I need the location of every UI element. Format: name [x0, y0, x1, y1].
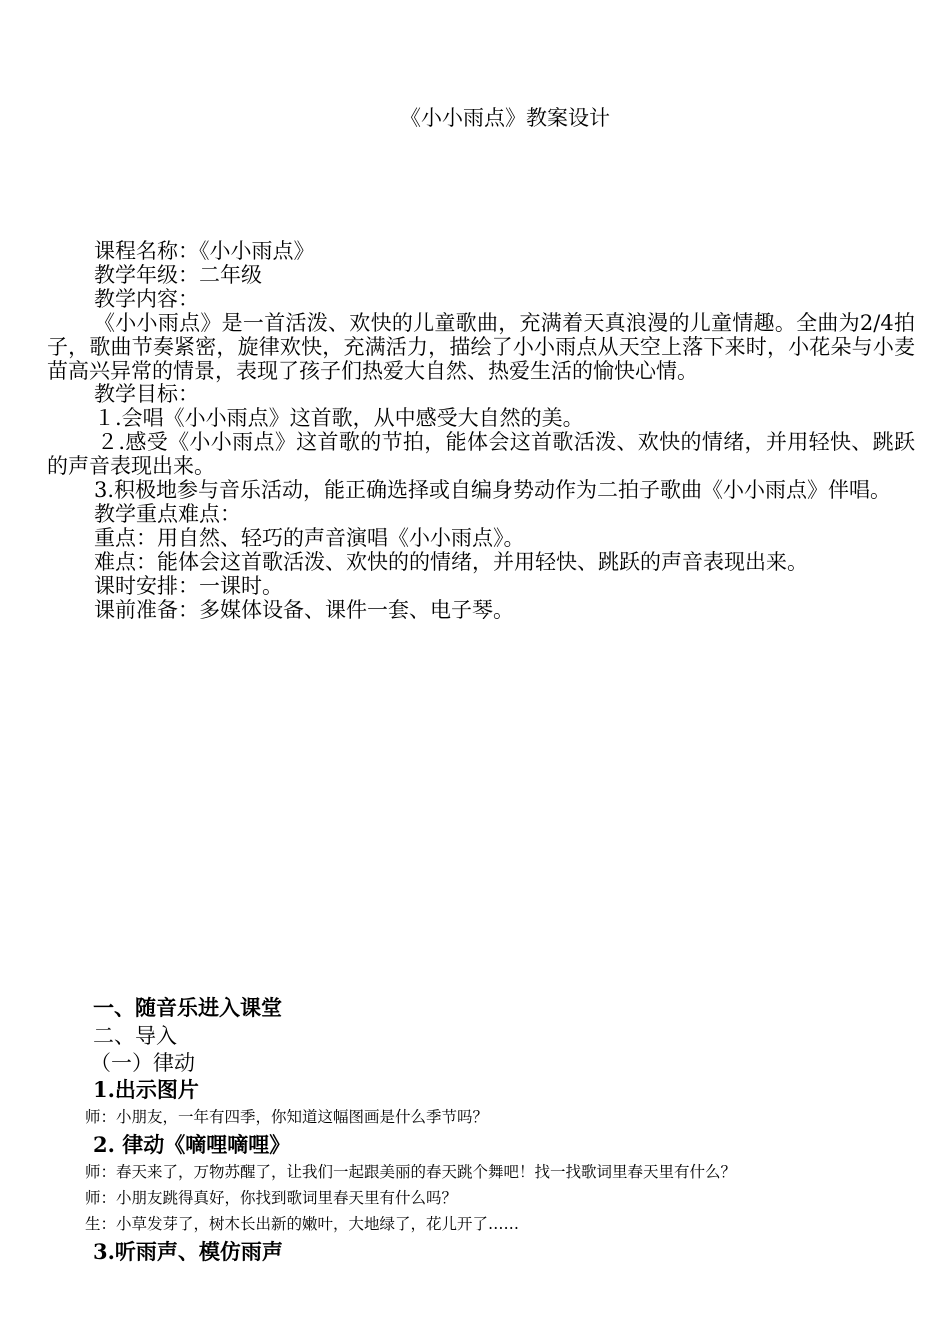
goals-label: 教学目标： — [94, 382, 199, 407]
key-point: 重点：用自然、轻巧的声音演唱《小小雨点》。 — [94, 525, 525, 550]
heading-introduction: 二、导入 — [93, 1024, 177, 1048]
goal-item-3: 3.积极地参与音乐活动，能正确选择或自编身势动作为二拍子歌曲《小小雨点》伴唱。 — [94, 478, 892, 503]
document-title: 《小小雨点》教案设计 — [400, 106, 610, 130]
teacher-line-1: 师：小朋友，一年有四季，你知道这幅图画是什么季节吗？ — [85, 1108, 489, 1126]
teacher-line-3: 师：小朋友跳得真好，你找到歌词里春天里有什么吗？ — [85, 1189, 458, 1207]
student-line-1: 生：小草发芽了，树木长出新的嫩叶，大地绿了，花儿开了…… — [85, 1215, 520, 1233]
lesson-info-section — [47, 240, 915, 623]
heading-enter-class: 一、随音乐进入课堂 — [93, 995, 282, 1020]
content-paragraph: 《小小雨点》是一首活泼、欢快的儿童歌曲，充满着天真浪漫的儿童情趣。全曲为2/4拍子，歌曲节奏紧密，旋律欢快，充满活力，描绘了小小雨点从天空上落下来时，小花朵与小麦苗高兴异常的情景，表现了孩子们热爱大自然、热爱生活的愉快心情。 — [47, 310, 915, 383]
schedule: 课时安排：一课时。 — [94, 573, 283, 598]
goal-item-1: １.会唱《小小雨点》这首歌，从中感受大自然的美。 — [94, 406, 584, 431]
preparation: 课前准备：多媒体设备、课件一套、电子琴。 — [94, 597, 514, 622]
key-points-label: 教学重点难点： — [94, 501, 241, 526]
heading-rhythm: （一）律动 — [90, 1051, 195, 1075]
course-name: 课程名称：《小小雨点》 — [94, 239, 315, 263]
teacher-line-2: 师：春天来了，万物苏醒了，让我们一起跟美丽的春天跳个舞吧！找一找歌词里春天里有什么？ — [85, 1163, 737, 1181]
step-show-picture: 1.出示图片 — [93, 1077, 199, 1102]
goal-item-2: ２.感受《小小雨点》这首歌的节拍，能体会这首歌活泼、欢快的情绪，并用轻快、跳跃的声音表现出来。 — [47, 430, 915, 479]
content-label: 教学内容： — [94, 286, 199, 311]
step-rhythm-song: 2. 律动《嘀哩嘀哩》 — [93, 1132, 291, 1157]
step-rain-sounds: 3.听雨声、模仿雨声 — [93, 1239, 283, 1264]
difficulty-point: 难点：能体会这首歌活泼、欢快的的情绪，并用轻快、跳跃的声音表现出来。 — [94, 549, 808, 574]
grade-level: 教学年级：二年级 — [94, 262, 262, 287]
